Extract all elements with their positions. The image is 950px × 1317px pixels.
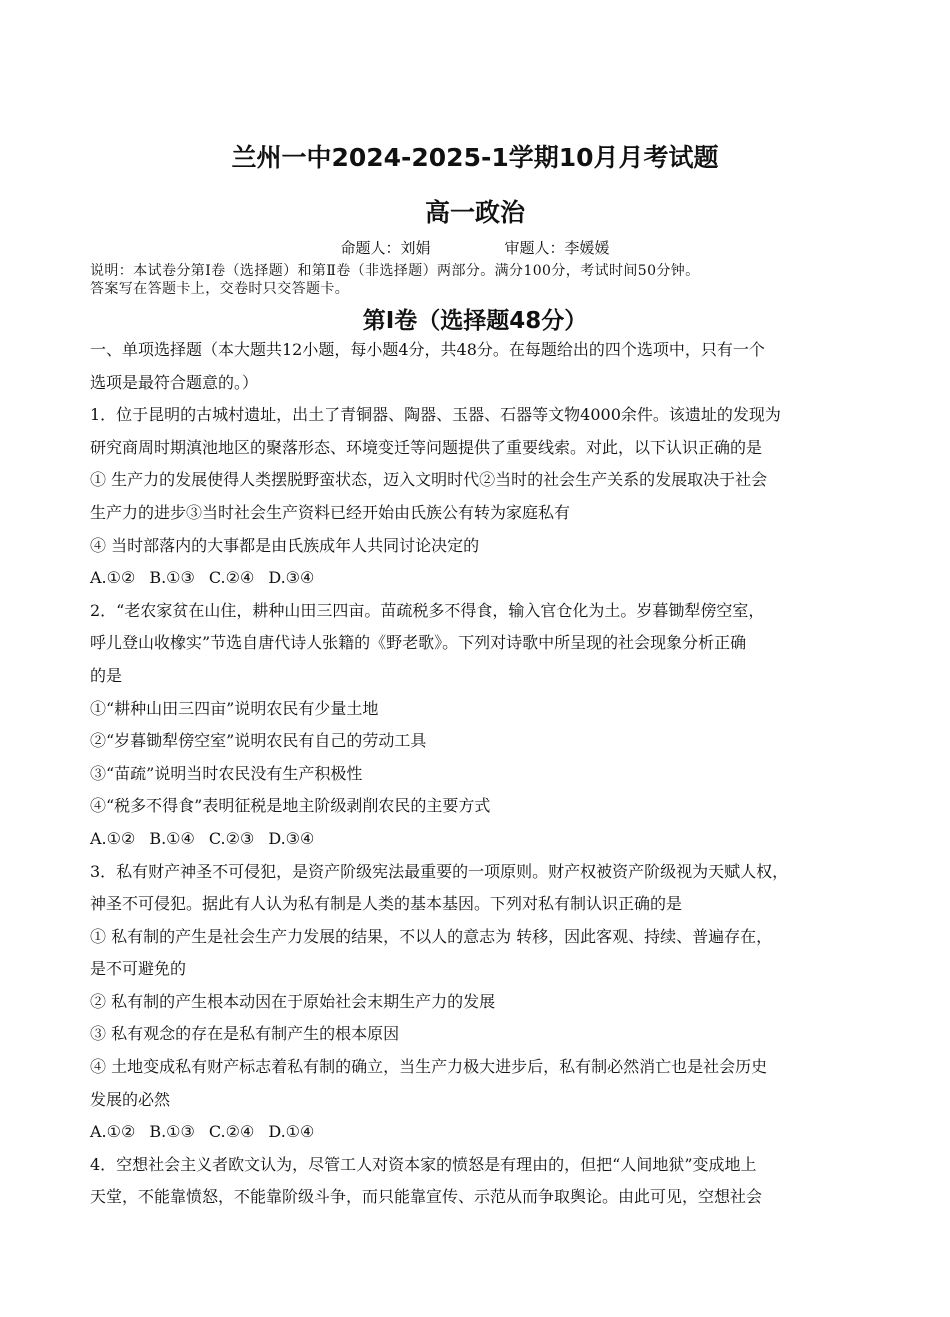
question-line: ②“岁暮锄犁傍空室”说明农民有自己的劳动工具 bbox=[90, 731, 427, 751]
question-line: 发展的必然 bbox=[90, 1089, 171, 1109]
question-line: 的是 bbox=[90, 665, 123, 685]
option-b: B.①③ bbox=[149, 1122, 195, 1142]
exam-instructions bbox=[90, 262, 890, 298]
option-b: B.①④ bbox=[149, 828, 195, 848]
answer-options bbox=[90, 562, 862, 595]
question-line: 神圣不可侵犯。据此有人认为私有制是人类的基本基因。下列对私有制认识正确的是 bbox=[90, 894, 683, 914]
question-line: ①“耕种山田三四亩”说明农民有少量土地 bbox=[90, 698, 379, 718]
option-d: D.③④ bbox=[268, 568, 315, 588]
option-a: A.①② bbox=[90, 1122, 136, 1142]
question-line: 是不可避免的 bbox=[90, 959, 187, 979]
exam-subject: 高一政治 bbox=[424, 198, 525, 227]
question-line: 1．位于昆明的古城村遗址，出土了青铜器、陶器、玉器、石器等文物4000余件。该遗址的发现为 bbox=[90, 405, 781, 425]
question-line: 3．私有财产神圣不可侵犯，是资产阶级宪法最重要的一项原则。财产权被资产阶级视为天赋人权， bbox=[90, 861, 789, 881]
question-line: ① 私有制的产生是社会生产力发展的结果，不以人的意志为 转移，因此客观、持续、普遍存在， bbox=[90, 926, 773, 946]
question-line: 生产力的进步③当时社会生产资料已经开始由氏族公有转为家庭私有 bbox=[90, 502, 571, 522]
section-title: 第Ⅰ卷（选择题48分） bbox=[362, 308, 588, 334]
question-line: ④“税多不得食”表明征税是地主阶级剥削农民的主要方式 bbox=[90, 796, 491, 816]
answer-options bbox=[90, 1116, 862, 1149]
question-line: 2．“老农家贫在山住，耕种山田三四亩。苗疏税多不得食，输入官仓化为土。岁暮锄犁傍空室， bbox=[90, 600, 765, 620]
question-body bbox=[90, 334, 862, 1214]
question-line: 呼儿登山收橡实”节选自唐代诗人张籍的《野老歌》。下列对诗歌中所呈现的社会现象分析正确 bbox=[90, 633, 747, 653]
question-line: ④ 当时部落内的大事都是由氏族成年人共同讨论决定的 bbox=[90, 535, 480, 555]
question-line: ② 私有制的产生根本动因在于原始社会末期生产力的发展 bbox=[90, 991, 496, 1011]
option-c: C.②③ bbox=[208, 828, 255, 848]
option-a: A.①② bbox=[90, 828, 136, 848]
question-line: 4．空想社会主义者欧文认为，尽管工人对资本家的愤怒是有理由的，但把“人间地狱”变成地上 bbox=[90, 1154, 757, 1174]
question-line: ③ 私有观念的存在是私有制产生的根本原因 bbox=[90, 1024, 400, 1044]
question-line: ④ 土地变成私有财产标志着私有制的确立，当生产力极大进步后，私有制必然消亡也是社会历史 bbox=[90, 1057, 768, 1077]
option-c: C.②④ bbox=[208, 568, 255, 588]
option-c: C.②④ bbox=[208, 1122, 255, 1142]
reviewer-label: 审题人：李媛媛 bbox=[504, 239, 610, 257]
section-intro: 选项是最符合题意的。） bbox=[90, 372, 259, 392]
question-line: ① 生产力的发展使得人类摆脱野蛮状态，迈入文明时代②当时的社会生产关系的发展取决于社会 bbox=[90, 470, 768, 490]
option-a: A.①② bbox=[90, 568, 136, 588]
question-line: 天堂，不能靠愤怒，不能靠阶级斗争，而只能靠宣传、示范从而争取舆论。由此可见，空想社会 bbox=[90, 1187, 763, 1207]
question-line: ③“苗疏”说明当时农民没有生产积极性 bbox=[90, 763, 363, 783]
option-d: D.③④ bbox=[268, 828, 315, 848]
answer-options bbox=[90, 823, 862, 856]
exam-authors bbox=[0, 237, 950, 258]
question-line: 研究商周时期滇池地区的聚落形态、环境变迁等问题提供了重要线索。对此，以下认识正确的是 bbox=[90, 437, 763, 457]
instructions-line: 答案写在答题卡上，交卷时只交答题卡。 bbox=[90, 281, 350, 297]
option-d: D.①④ bbox=[268, 1122, 315, 1142]
section-intro: 一、单项选择题（本大题共12小题，每小题4分，共48分。在每题给出的四个选项中，只有一个 bbox=[90, 340, 765, 359]
option-b: B.①③ bbox=[149, 568, 195, 588]
instructions-line: 说明：本试卷分第Ⅰ卷（选择题）和第Ⅱ卷（非选择题）两部分。满分100分，考试时间50分钟。 bbox=[90, 263, 700, 279]
exam-title: 兰州一中2024-2025-1学期10月月考试题 bbox=[231, 143, 719, 172]
setter-label: 命题人：刘娟 bbox=[340, 239, 431, 257]
